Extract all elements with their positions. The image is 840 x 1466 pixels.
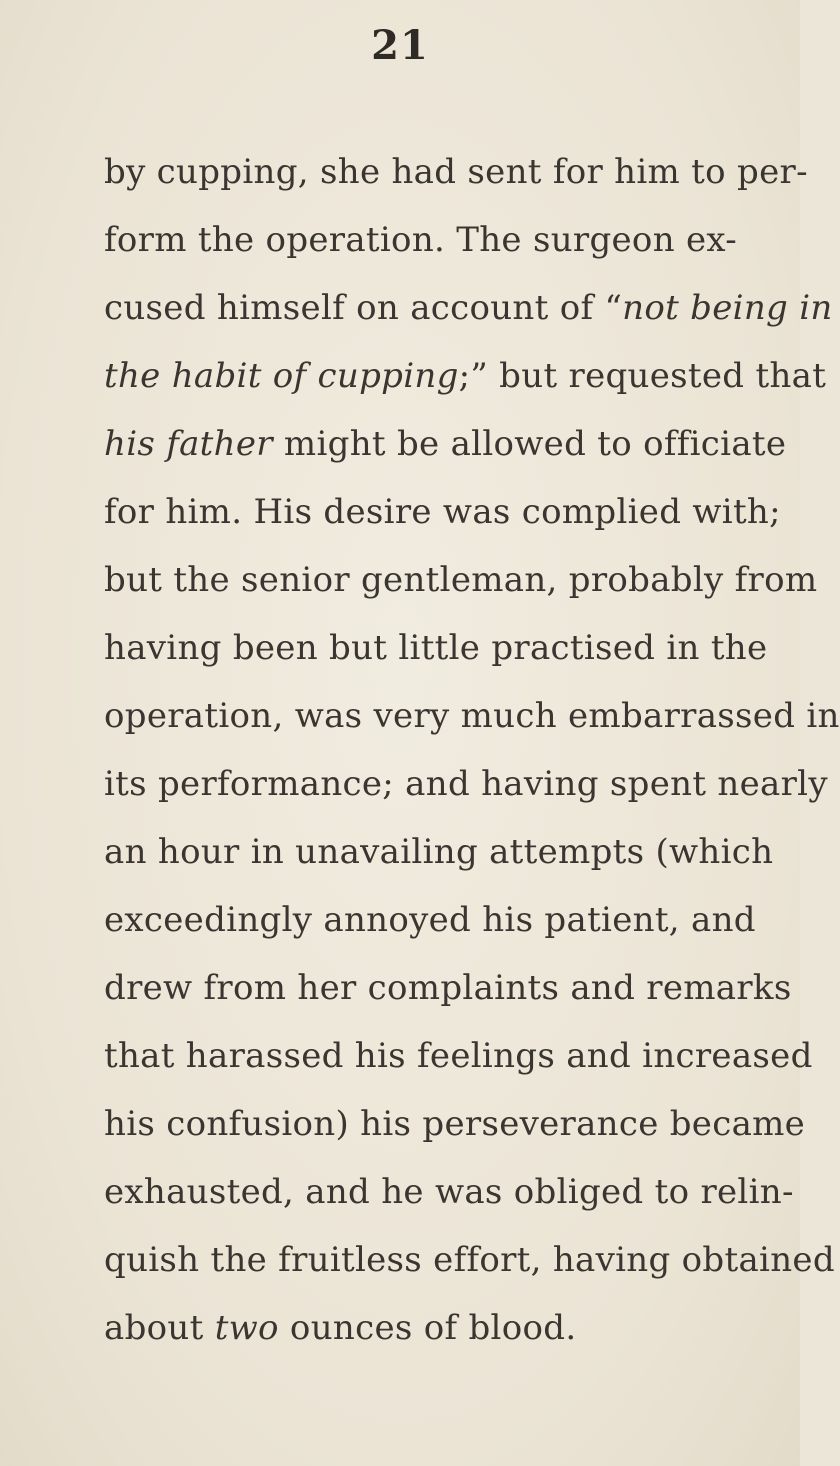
text-line [104,558,818,602]
text-line [104,490,781,534]
text-line [104,1170,794,1214]
italic-text-segment: his father [104,424,273,464]
text-line [104,762,828,806]
text-segment: quish the fruitless effort, having obtained [104,1240,835,1280]
text-segment: for him. His desire was complied with; [104,492,781,532]
text-line [104,966,792,1010]
text-segment: his confusion) his perseverance became [104,1104,806,1144]
text-segment: having been but little practised in the [104,628,768,668]
page-number: 21 [371,22,429,69]
text-line [104,1102,806,1146]
text-segment: ;” but requested that [458,356,827,396]
text-line [104,1034,813,1078]
text-segment: ounces of blood. [278,1308,577,1348]
italic-text-segment: the habit of cupping [104,356,459,396]
text-line [104,898,756,942]
text-segment: that harassed his feelings and increased [104,1036,813,1076]
text-line [104,1306,576,1350]
text-segment: about [104,1308,215,1348]
text-line [104,422,787,466]
text-line [104,1238,835,1282]
text-line [104,626,768,670]
text-segment: might be allowed to officiate [272,424,787,464]
text-segment: cused himself on account of “ [104,288,623,328]
text-segment: operation, was very much embarrassed in [104,696,840,736]
text-segment: exceedingly annoyed his patient, and [104,900,756,940]
text-line [104,218,738,262]
text-line [104,150,808,194]
text-segment: by cupping, she had sent for him to per- [104,152,808,192]
text-segment: form the operation. The surgeon ex- [104,220,738,260]
text-line [104,830,774,874]
text-segment: but the senior gentleman, probably from [104,560,818,600]
text-segment: an hour in unavailing attempts (which [104,832,774,872]
text-line [104,354,827,398]
text-line [104,694,840,738]
text-segment: exhausted, and he was obliged to relin- [104,1172,794,1212]
italic-text-segment: not being in [622,288,833,328]
italic-text-segment: two [214,1308,279,1348]
text-segment: its performance; and having spent nearly [104,764,828,804]
text-line [104,286,833,330]
text-segment: drew from her complaints and remarks [104,968,792,1008]
